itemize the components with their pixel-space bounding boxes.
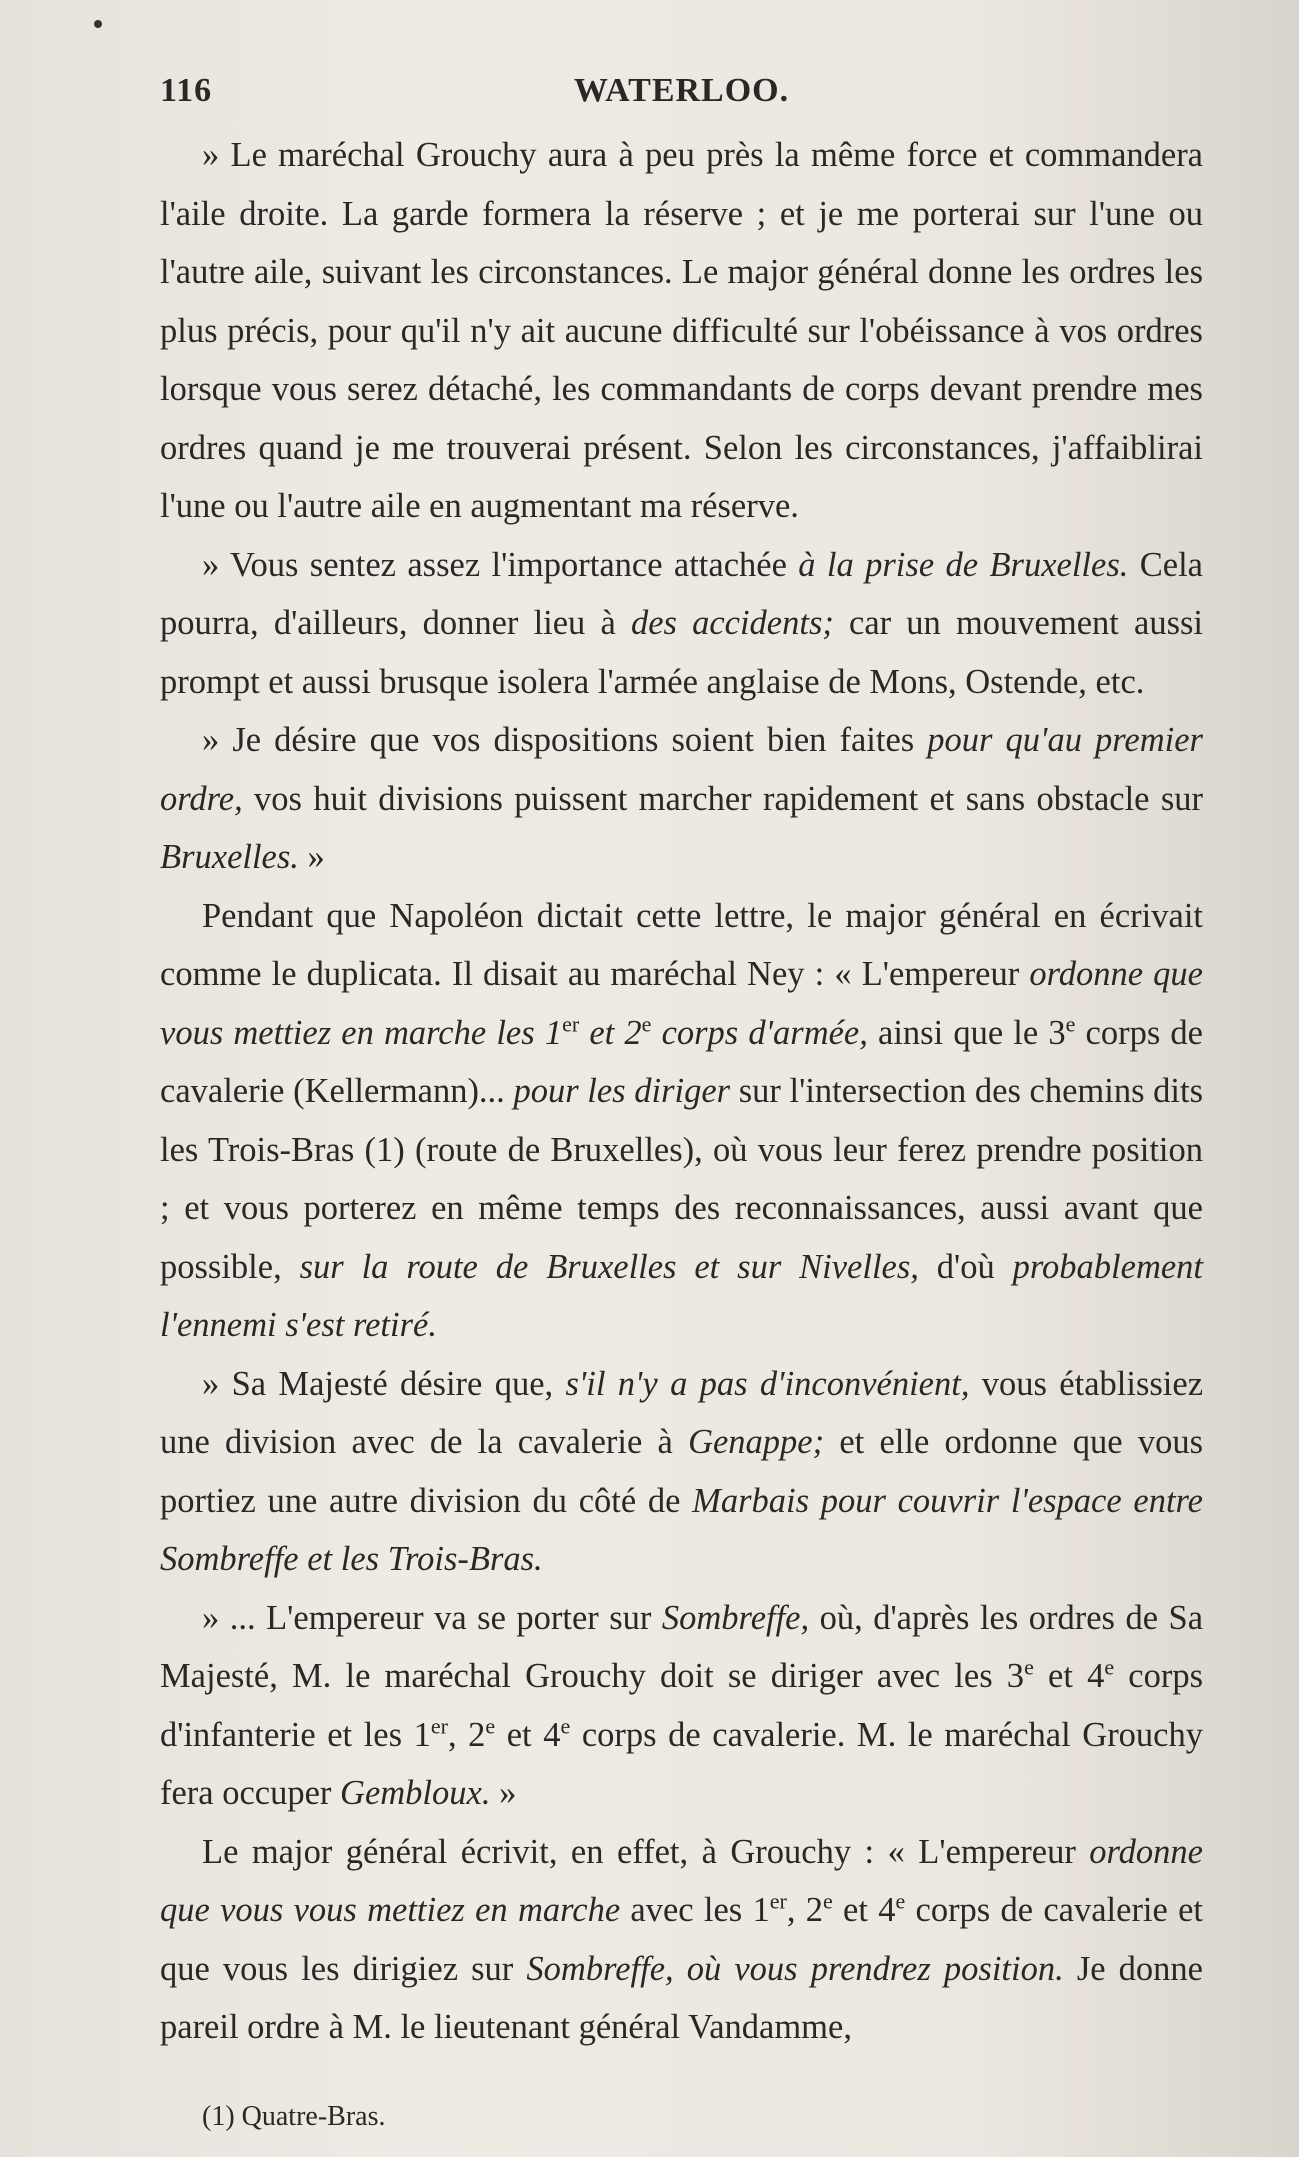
text-run: » xyxy=(490,1774,517,1812)
text-run: » xyxy=(298,838,325,876)
paragraph-7 xyxy=(160,1823,1203,2057)
text-run: sur l'intersection des chemins dits les Trois-Bras (1) (route de Bruxelles), où vous leur ferez prendre position ; et vous porterez en même temps des reconnaissances, aussi avant que possible, xyxy=(160,1072,1203,1286)
superscript: e xyxy=(1024,1654,1034,1680)
text-run: , 2 xyxy=(786,1891,823,1929)
text-run: Je donne pareil ordre à M. le lieutenant général Vandamme, xyxy=(160,1949,1203,2046)
text-run: où, d'après les ordres de Sa Majesté, M. le maréchal Grouchy doit se diriger avec les 3 xyxy=(160,1598,1204,1695)
superscript: e xyxy=(641,1011,652,1036)
superscript: e xyxy=(1065,1011,1076,1036)
text-run: corps de cavalerie. M. le maréchal Grouchy fera occuper xyxy=(160,1715,1203,1812)
text-run: » Sa Majesté désire que, xyxy=(202,1364,566,1403)
text-run: » ... L'empereur va se porter sur xyxy=(202,1598,662,1637)
text-run: Cela pourra, d'ailleurs, donner lieu à xyxy=(160,545,1203,642)
text-run: corps de cavalerie et que vous les dirigiez sur xyxy=(160,1891,1203,1988)
italic-run: Bruxelles. xyxy=(160,838,299,876)
italic-run: des accidents; xyxy=(630,604,834,642)
text-run: et 4 xyxy=(495,1715,561,1754)
text-run: et 4 xyxy=(1033,1657,1105,1695)
paragraph-5 xyxy=(160,1355,1203,1589)
superscript: er xyxy=(769,1888,787,1914)
italic-run: pour les diriger xyxy=(513,1072,731,1110)
paragraph-6 xyxy=(160,1589,1203,1823)
italic-run: Genappe; xyxy=(688,1423,825,1461)
italic-run: ordonne que vous vous mettiez en marche xyxy=(160,1832,1203,1929)
text-run: Le major général écrivit, en effet, à Grouchy : « L'empereur xyxy=(202,1832,1090,1871)
superscript: er xyxy=(562,1011,580,1036)
text-run: et 4 xyxy=(832,1891,896,1929)
superscript: e xyxy=(823,1888,833,1914)
superscript: e xyxy=(485,1713,496,1738)
text-run: ainsi que le 3 xyxy=(867,1013,1066,1052)
paragraph-1: » Le maréchal Grouchy aura à peu près la même force et commandera l'aile droite. La garde formera la réserve ; et je me porterai sur l'une ou l'autre aile, suivant les circonstances. Le major général donne les ordres les plus précis, pour qu'il n'y ait aucune difficulté sur l'obéissance à vos ordres lorsque vous serez détaché, les commandants de corps devant prendre mes ordres quand je me trouverai présent. Selon les circonstances, j'affaiblirai l'une ou l'autre aile en augmentant ma réserve. xyxy=(160,136,1203,525)
text-run: , 2 xyxy=(447,1715,486,1754)
page-number: 116 xyxy=(160,72,213,109)
italic-run: à la prise de Bruxelles. xyxy=(798,545,1129,584)
italic-run: probablement l'ennemi s'est retiré. xyxy=(160,1247,1204,1344)
text-run: d'où xyxy=(918,1247,1013,1286)
italic-run: ordonne que vous mettiez en marche les 1 xyxy=(160,955,1203,1052)
text-run: » Vous sentez assez l'importance attachée xyxy=(202,545,799,584)
superscript: er xyxy=(430,1713,448,1738)
italic-run: s'il n'y a pas d'inconvénient, xyxy=(565,1364,970,1403)
text-run: Pendant que Napoléon dictait cette lettre, le major général en écrivait comme le duplicata. Il disait au maréchal Ney : « L'empereur xyxy=(160,896,1203,993)
italic-run: et 2 xyxy=(579,1013,642,1052)
text-run: corps de cavalerie (Kellermann)... xyxy=(160,1013,1203,1110)
text-run: » Je désire que vos dispositions soient bien faites xyxy=(202,721,928,759)
italic-run: pour qu'au premier ordre, xyxy=(160,721,1203,818)
italic-run: Sombreffe, où vous prendrez position. xyxy=(526,1949,1064,1988)
body-text xyxy=(160,126,1203,2057)
italic-run: Gembloux. xyxy=(340,1774,491,1812)
italic-run: Sombreffe, xyxy=(661,1598,810,1637)
text-run: et elle ordonne que vous portiez une autre division du côté de xyxy=(160,1423,1203,1520)
running-title: WATERLOO. xyxy=(573,72,790,109)
italic-run: sur la route de Bruxelles et sur Nivelles, xyxy=(299,1247,919,1286)
text-run: vous établissiez une division avec de la cavalerie à xyxy=(160,1364,1204,1461)
text-run: vos huit divisions puissent marcher rapidement et sans obstacle sur xyxy=(242,779,1203,818)
italic-run: Marbais pour couvrir l'espace entre Sombreffe et les Trois-Bras. xyxy=(160,1481,1203,1578)
superscript: e xyxy=(895,1888,906,1914)
paragraph-3 xyxy=(160,711,1203,887)
superscript: e xyxy=(1104,1654,1115,1680)
footnote-gap xyxy=(160,2057,1203,2097)
text-run: avec les 1 xyxy=(620,1891,770,1929)
ink-dot xyxy=(94,20,102,28)
footnote: (1) Quatre-Bras. xyxy=(202,2100,386,2132)
text-run: corps d'infanterie et les 1 xyxy=(160,1657,1203,1754)
superscript: e xyxy=(560,1713,571,1738)
italic-run: corps d'armée, xyxy=(651,1013,868,1052)
paragraph-4 xyxy=(160,887,1203,1355)
page-header xyxy=(160,62,1203,120)
text-run: car un mouvement aussi prompt et aussi brusque isolera l'armée anglaise de Mons, Ostende, etc. xyxy=(160,604,1204,701)
paragraph-2 xyxy=(160,536,1203,712)
